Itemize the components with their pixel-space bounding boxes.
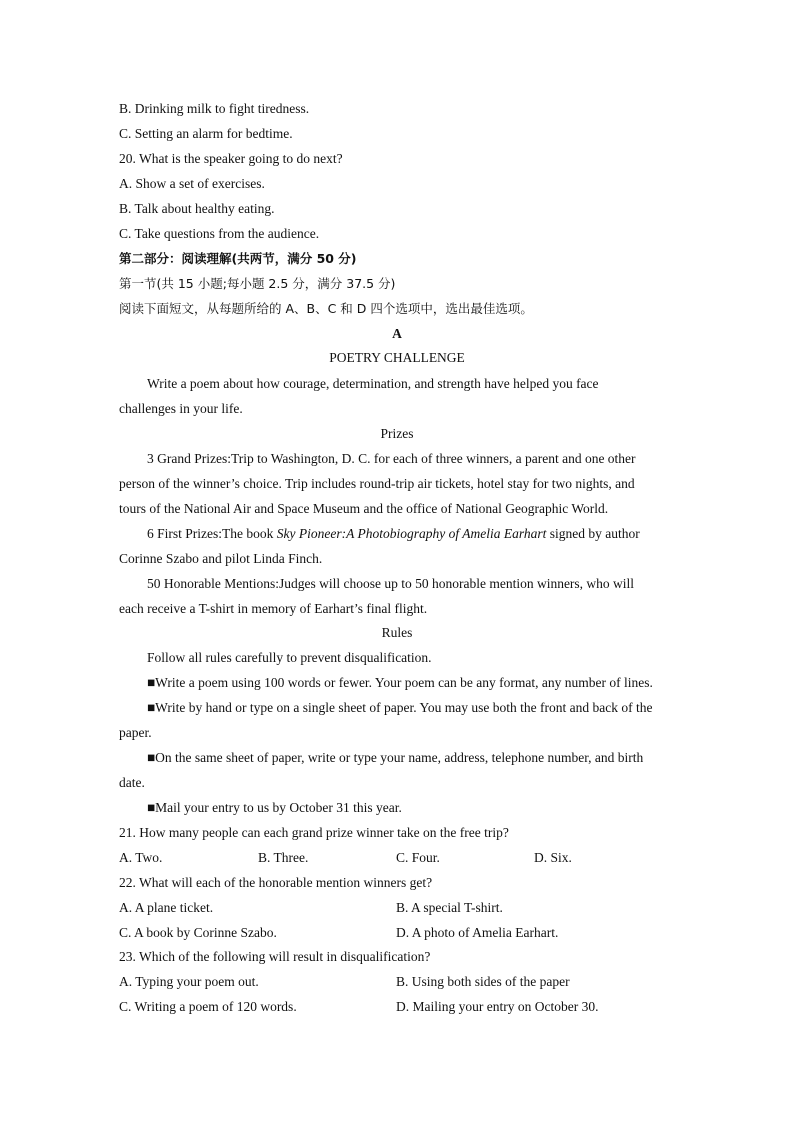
rule-2-line-2: paper. <box>119 725 152 740</box>
q20-option-c: C. Take questions from the audience. <box>119 226 320 241</box>
rules-intro: Follow all rules carefully to prevent disqualification. <box>147 650 432 665</box>
q22-option-a: A. A plane ticket. <box>119 900 214 915</box>
q23-option-a: A. Typing your poem out. <box>119 974 259 989</box>
rules-heading: Rules <box>381 625 413 640</box>
q21-option-b: B. Three. <box>258 850 309 865</box>
q20-option-b: B. Talk about healthy eating. <box>119 201 275 216</box>
q21-option-c: C. Four. <box>396 850 440 865</box>
q19-option-c: C. Setting an alarm for bedtime. <box>119 126 293 141</box>
section1-heading: 第一节(共 15 小题;每小题 2.5 分，满分 37.5 分) <box>119 276 396 291</box>
prizes-heading: Prizes <box>380 426 414 441</box>
passage-letter: A <box>392 326 402 341</box>
first-prize-line-1 <box>147 526 640 542</box>
intro-line-2: challenges in your life. <box>119 401 243 416</box>
q20-stem: 20. What is the speaker going to do next? <box>119 151 343 166</box>
grand-prize-line-1: 3 Grand Prizes:Trip to Washington, D. C. for each of three winners, a parent and one other <box>147 451 636 466</box>
rule-3-line-2: date. <box>119 775 145 790</box>
q21-option-d: D. Six. <box>534 850 572 865</box>
honorable-line-2: each receive a T-shirt in memory of Earhart’s final flight. <box>119 601 428 616</box>
q21-option-a: A. Two. <box>119 850 163 865</box>
q22-option-b: B. A special T-shirt. <box>396 900 503 915</box>
q22-option-d: D. A photo of Amelia Earhart. <box>396 925 559 940</box>
book-title: Sky Pioneer:A Photobiography of Amelia Earhart <box>276 526 547 541</box>
q19-option-b: B. Drinking milk to fight tiredness. <box>119 101 310 116</box>
q20-option-a: A. Show a set of exercises. <box>119 176 265 191</box>
rule-2-line-1: ■Write by hand or type on a single sheet of paper. You may use both the front and back of the <box>147 700 653 715</box>
q23-option-c: C. Writing a poem of 120 words. <box>119 999 297 1014</box>
q23-option-b: B. Using both sides of the paper <box>396 974 570 989</box>
q23-stem: 23. Which of the following will result in disqualification? <box>119 949 431 964</box>
honorable-line-1: 50 Honorable Mentions:Judges will choose up to 50 honorable mention winners, who will <box>147 576 635 591</box>
grand-prize-line-3: tours of the National Air and Space Museum and the office of National Geographic World. <box>119 501 609 516</box>
q23-option-d: D. Mailing your entry on October 30. <box>396 999 599 1014</box>
rule-1: ■Write a poem using 100 words or fewer. Your poem can be any format, any number of lines. <box>147 675 653 690</box>
intro-line-1: Write a poem about how courage, determination, and strength have helped you face <box>147 376 599 391</box>
first-prize-prefix: 6 First Prizes:The book <box>147 526 277 541</box>
rule-3-line-1: ■On the same sheet of paper, write or type your name, address, telephone number, and birth <box>147 750 644 765</box>
passage-title: POETRY CHALLENGE <box>329 350 465 365</box>
q22-stem: 22. What will each of the honorable mention winners get? <box>119 875 433 890</box>
q22-option-c: C. A book by Corinne Szabo. <box>119 925 277 940</box>
part2-heading: 第二部分：阅读理解(共两节，满分 50 分) <box>119 251 357 266</box>
grand-prize-line-2: person of the winner’s choice. Trip includes round-trip air tickets, hotel stay for two nights, and <box>119 476 635 491</box>
first-prize-line-2: Corinne Szabo and pilot Linda Finch. <box>119 551 323 566</box>
q21-stem: 21. How many people can each grand prize winner take on the free trip? <box>119 825 509 840</box>
first-prize-suffix: signed by author <box>546 526 640 541</box>
rule-4: ■Mail your entry to us by October 31 this year. <box>147 800 402 815</box>
reading-instruction: 阅读下面短文，从每题所给的 A、B、C 和 D 四个选项中，选出最佳选项。 <box>119 301 533 316</box>
